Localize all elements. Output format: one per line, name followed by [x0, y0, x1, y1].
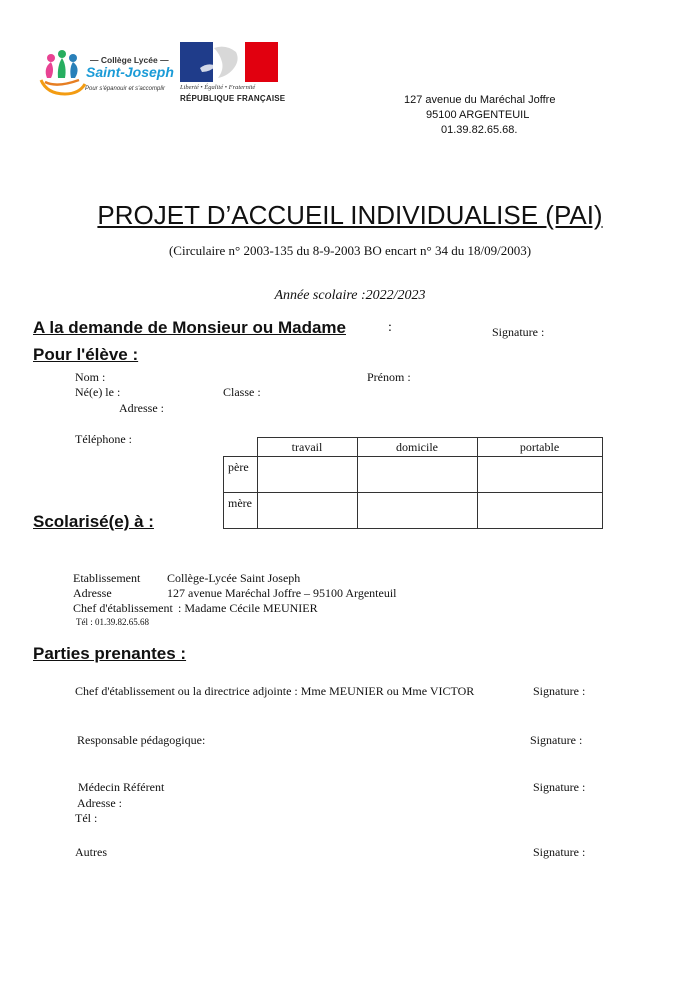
- parties-medecin-referent: Médecin Référent: [78, 780, 165, 794]
- school-heading: Scolarisé(e) à :: [33, 512, 154, 531]
- parties-medecin-tel-label: Tél :: [75, 811, 98, 825]
- marianne-flag-icon: [180, 42, 278, 82]
- republique-francaise-motto: Liberté • Égalité • Fraternité: [180, 84, 256, 91]
- phone-table-corner: [224, 438, 258, 457]
- phone-table-header-domicile: domicile: [357, 438, 477, 457]
- parties-chef-signature-label: Signature :: [533, 684, 586, 698]
- republique-francaise-logo: [180, 42, 278, 82]
- phone-table-cell: [477, 493, 602, 529]
- student-heading: Pour l'élève :: [33, 345, 139, 364]
- school-logo-top-text: — Collège Lycée —: [90, 55, 169, 65]
- document-title: PROJET D’ACCUEIL INDIVIDUALISE (PAI): [97, 200, 603, 230]
- phone-table-row-mere: mère: [224, 493, 258, 529]
- school-adresse-label: Adresse: [73, 586, 112, 600]
- parties-heading: Parties prenantes :: [33, 644, 187, 663]
- republique-francaise-name: RÉPUBLIQUE FRANÇAISE: [180, 94, 286, 103]
- address-line-3: 01.39.82.65.68.: [441, 124, 518, 136]
- parties-autres-signature-label: Signature :: [533, 845, 586, 859]
- address-line-1: 127 avenue du Maréchal Joffre: [404, 94, 556, 106]
- phone-table-cell: [257, 493, 357, 529]
- parent-phone-table: [223, 437, 603, 529]
- student-birthdate-label: Né(e) le :: [75, 385, 121, 399]
- student-prenom-label: Prénom :: [367, 370, 411, 384]
- address-line-2: 95100 ARGENTEUIL: [426, 109, 530, 121]
- demand-heading: A la demande de Monsieur ou Madame: [33, 318, 346, 337]
- phone-table-header-portable: portable: [477, 438, 602, 457]
- parties-autres: Autres: [75, 845, 107, 859]
- demand-signature-label: Signature :: [492, 325, 545, 339]
- student-telephone-label: Téléphone :: [75, 432, 132, 446]
- school-adresse-value: 127 avenue Maréchal Joffre – 95100 Argenteuil: [167, 586, 397, 600]
- school-logo-tagline: Pour s'épanouir et s'accomplir: [85, 86, 165, 92]
- parties-medecin-adresse-label: Adresse :: [77, 796, 122, 810]
- school-telephone: Tél : 01.39.82.65.68: [76, 617, 149, 627]
- parties-responsable-signature-label: Signature :: [530, 733, 583, 747]
- school-year: Année scolaire :2022/2023: [274, 288, 426, 303]
- parties-medecin-signature-label: Signature :: [533, 780, 586, 794]
- school-etablissement-label: Etablissement: [73, 571, 141, 585]
- phone-table-row-pere: père: [224, 457, 258, 493]
- phone-table-cell: [257, 457, 357, 493]
- school-chef-label: Chef d'établissement: [73, 601, 173, 615]
- phone-table-header-travail: travail: [257, 438, 357, 457]
- phone-table-cell: [477, 457, 602, 493]
- parties-chef-etablissement: Chef d'établissement ou la directrice adjointe : Mme MEUNIER ou Mme VICTOR: [75, 684, 475, 698]
- student-adresse-label: Adresse :: [119, 401, 164, 415]
- phone-table-cell: [357, 457, 477, 493]
- school-logo-name: Saint-Joseph: [86, 64, 174, 80]
- school-chef-value: : Madame Cécile MEUNIER: [178, 601, 318, 615]
- demand-colon: :: [388, 320, 392, 335]
- student-nom-label: Nom :: [75, 370, 106, 384]
- circular-reference: (Circulaire n° 2003-135 du 8-9-2003 BO encart n° 34 du 18/09/2003): [168, 243, 532, 258]
- phone-table-cell: [357, 493, 477, 529]
- school-logo-emblem: [37, 44, 87, 100]
- student-classe-label: Classe :: [223, 385, 261, 399]
- parties-responsable-pedagogique: Responsable pédagogique:: [77, 733, 206, 747]
- school-etablissement-value: Collège-Lycée Saint Joseph: [167, 571, 301, 585]
